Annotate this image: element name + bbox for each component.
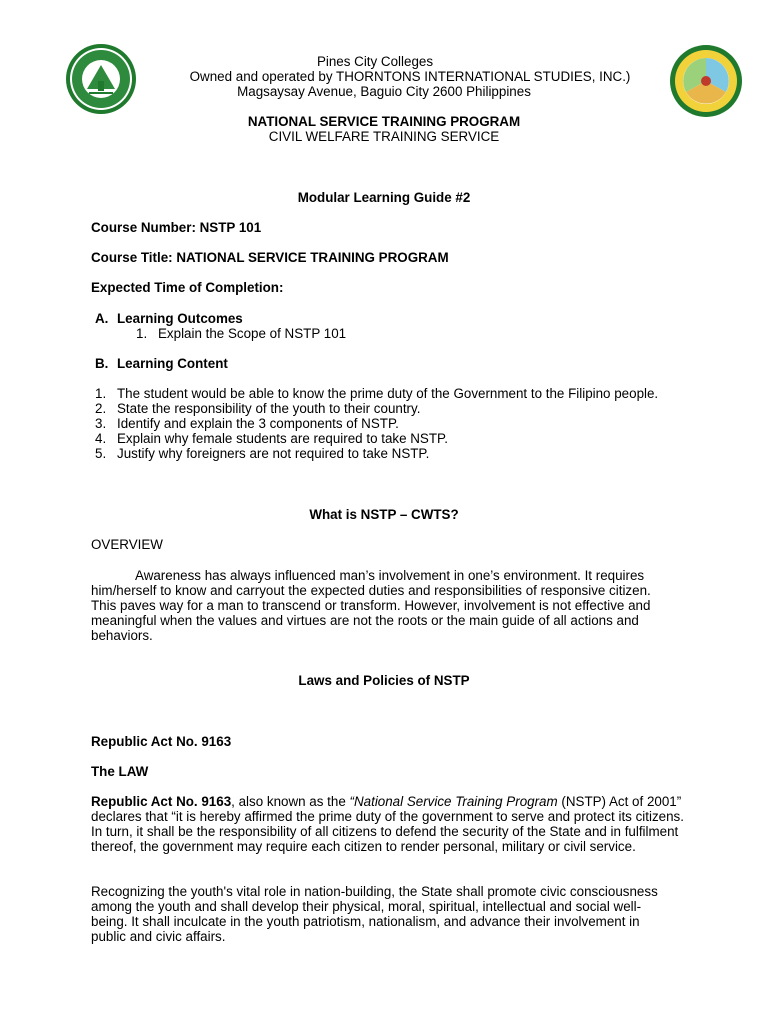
law-paragraph-part2: (NSTP) Act of 2001” declares that “it is hereby affirmed the prime duty of the government to serve and protect its citizens. In turn, it shall be the responsibility of all citizens to defend the security of the State and in fulfilment thereof, the government may require each citizen to render personal, military or civil service. [91, 794, 684, 854]
law-paragraph-italic: “National Service Training Program [349, 794, 558, 809]
section-a-letter: A. [95, 311, 109, 326]
course-number: Course Number: NSTP 101 [91, 220, 262, 235]
learning-outcome-item [136, 326, 736, 341]
pines-city-colleges-logo [65, 43, 137, 115]
law-paragraph [91, 794, 691, 854]
list-item [91, 416, 691, 431]
list-item-text: State the responsibility of the youth to their country. [117, 401, 421, 416]
law-heading: The LAW [91, 764, 149, 779]
list-item-number: 5. [95, 446, 107, 461]
list-item [91, 386, 691, 401]
section-a-title: Learning Outcomes [117, 311, 243, 326]
what-is-heading: What is NSTP – CWTS? [309, 507, 459, 522]
list-item-text: Justify why foreigners are not required to take NSTP. [117, 446, 430, 461]
nstp-cwts-logo [669, 44, 743, 118]
course-title: Course Title: NATIONAL SERVICE TRAINING PROGRAM [91, 250, 449, 265]
program-title: NATIONAL SERVICE TRAINING PROGRAM [247, 114, 521, 129]
list-item-text: Identify and explain the 3 components of NSTP. [117, 416, 399, 431]
laws-heading: Laws and Policies of NSTP [298, 673, 470, 688]
section-a-heading [95, 311, 695, 326]
section-b-title: Learning Content [117, 356, 228, 371]
list-item-number: 2. [95, 401, 107, 416]
owner-line: Owned and operated by THORNTONS INTERNATIONAL STUDIES, INC.) [189, 69, 631, 84]
guide-title: Modular Learning Guide #2 [297, 190, 471, 205]
overview-heading: OVERVIEW [91, 537, 163, 552]
list-item-number: 1. [95, 386, 107, 401]
expected-time: Expected Time of Completion: [91, 280, 284, 295]
section-b-heading [95, 356, 695, 371]
list-item [91, 431, 691, 446]
outcome-number: 1. [136, 326, 148, 341]
list-item [91, 446, 691, 461]
list-item-number: 4. [95, 431, 107, 446]
section-b-letter: B. [95, 356, 109, 371]
ra-heading: Republic Act No. 9163 [91, 734, 232, 749]
outcome-text: Explain the Scope of NSTP 101 [158, 326, 347, 341]
school-name: Pines City Colleges [316, 54, 434, 69]
youth-paragraph: Recognizing the youth's vital role in nation-building, the State shall promote civic consciousness among the youth and shall develop their physical, moral, spiritual, intellectual and social well-being. It shall inculcate in the youth patriotism, nationalism, and advance their involvement in public and civic affairs. [91, 884, 658, 944]
law-paragraph-ra: Republic Act No. 9163 [91, 794, 232, 809]
overview-paragraph: Awareness has always influenced man’s involvement in one’s environment. It requires him/herself to know and carryout the expected duties and responsibilities of responsive citizen. This paves way for a man to transcend or transform. However, involvement is not effective and meaningful when the values and virtues are not the roots or the main guide of all actions and behaviors. [91, 568, 651, 643]
list-item [91, 401, 691, 416]
address-line: Magsaysay Avenue, Baguio City 2600 Philippines [237, 84, 531, 99]
learning-content-list [91, 386, 691, 461]
list-item-number: 3. [95, 416, 107, 431]
law-paragraph-part1: , also known as the [231, 794, 350, 809]
list-item-text: Explain why female students are required to take NSTP. [117, 431, 448, 446]
list-item-text: The student would be able to know the prime duty of the Government to the Filipino people. [117, 386, 659, 401]
service-title: CIVIL WELFARE TRAINING SERVICE [268, 129, 500, 144]
